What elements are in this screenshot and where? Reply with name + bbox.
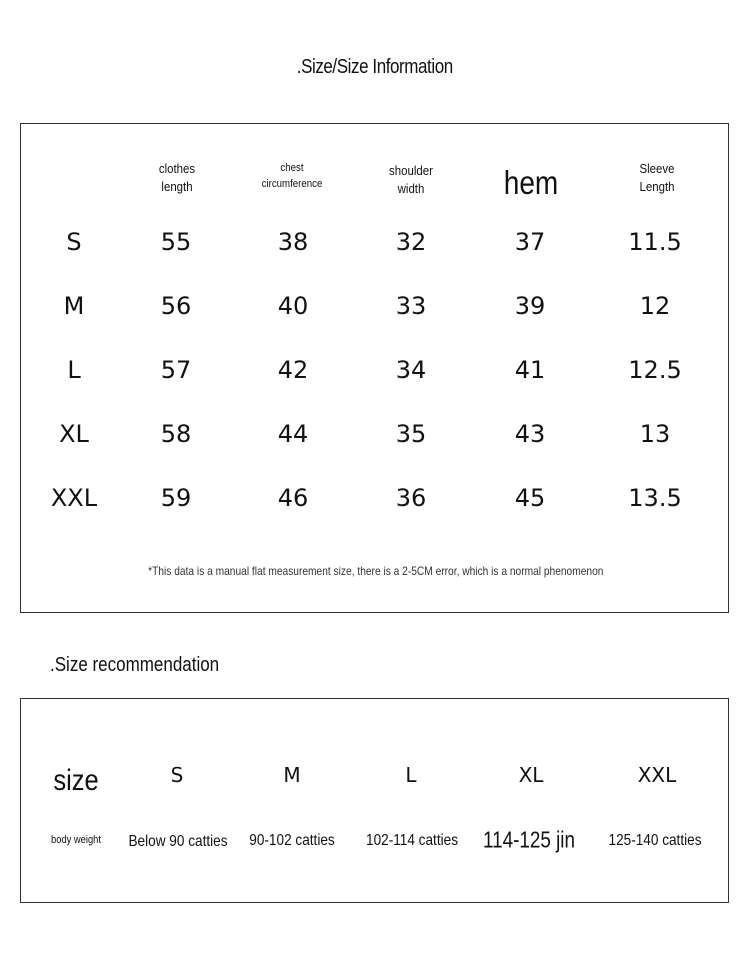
rec-size: XL (518, 763, 544, 787)
rec-size: L (405, 763, 417, 787)
table-cell: 35 (395, 420, 427, 448)
header-shoulder-width: shoulder width (389, 163, 433, 196)
size-row-label: size (53, 764, 99, 797)
table-cell: 38 (277, 228, 309, 256)
rec-weight: 90-102 catties (249, 832, 335, 849)
table-cell: 55 (160, 228, 192, 256)
table-cell: 37 (514, 228, 546, 256)
table-cell: 42 (277, 356, 309, 384)
row-size-label: XXL (50, 484, 98, 512)
row-size-label: L (67, 356, 81, 384)
page-title: .Size/Size Information (296, 56, 454, 78)
header-chest-circumference: chest circumference (261, 162, 323, 190)
header-sleeve-length: Sleeve Length (639, 161, 675, 194)
section-heading-recommendation: .Size recommendation (50, 654, 220, 676)
table-cell: 34 (395, 356, 427, 384)
rec-weight: 114-125 jin (483, 826, 575, 853)
rec-size: XXL (637, 763, 677, 787)
body-weight-label: body weight (51, 834, 101, 846)
table-cell: 56 (160, 292, 192, 320)
table-cell: 11.5 (628, 228, 682, 256)
rec-size: M (283, 763, 301, 787)
table-cell: 13 (639, 420, 671, 448)
rec-weight: 102-114 catties (366, 832, 458, 849)
table-cell: 58 (160, 420, 192, 448)
rec-weight: 125-140 catties (608, 832, 702, 849)
row-size-label: M (63, 292, 85, 320)
table-cell: 43 (514, 420, 546, 448)
table-cell: 57 (160, 356, 192, 384)
recommendation-table (20, 698, 729, 903)
header-hem: hem (503, 164, 559, 201)
rec-size: S (170, 763, 184, 787)
row-size-label: XL (59, 420, 89, 448)
table-cell: 39 (514, 292, 546, 320)
size-table (20, 123, 729, 613)
header-clothes-length: clothes length (158, 161, 196, 194)
table-cell: 12 (639, 292, 671, 320)
table-cell: 32 (395, 228, 427, 256)
table-cell: 40 (277, 292, 309, 320)
row-size-label: S (66, 228, 82, 256)
table-cell: 44 (277, 420, 309, 448)
table-cell: 45 (514, 484, 546, 512)
table-cell: 13.5 (628, 484, 682, 512)
table-cell: 41 (514, 356, 546, 384)
table-cell: 12.5 (628, 356, 682, 384)
table-cell: 59 (160, 484, 192, 512)
measurement-note: *This data is a manual flat measurement size, there is a 2-5CM error, which is a normal phenomenon (147, 564, 604, 578)
table-cell: 36 (395, 484, 427, 512)
table-cell: 33 (395, 292, 427, 320)
rec-weight: Below 90 catties (128, 833, 228, 850)
table-cell: 46 (277, 484, 309, 512)
